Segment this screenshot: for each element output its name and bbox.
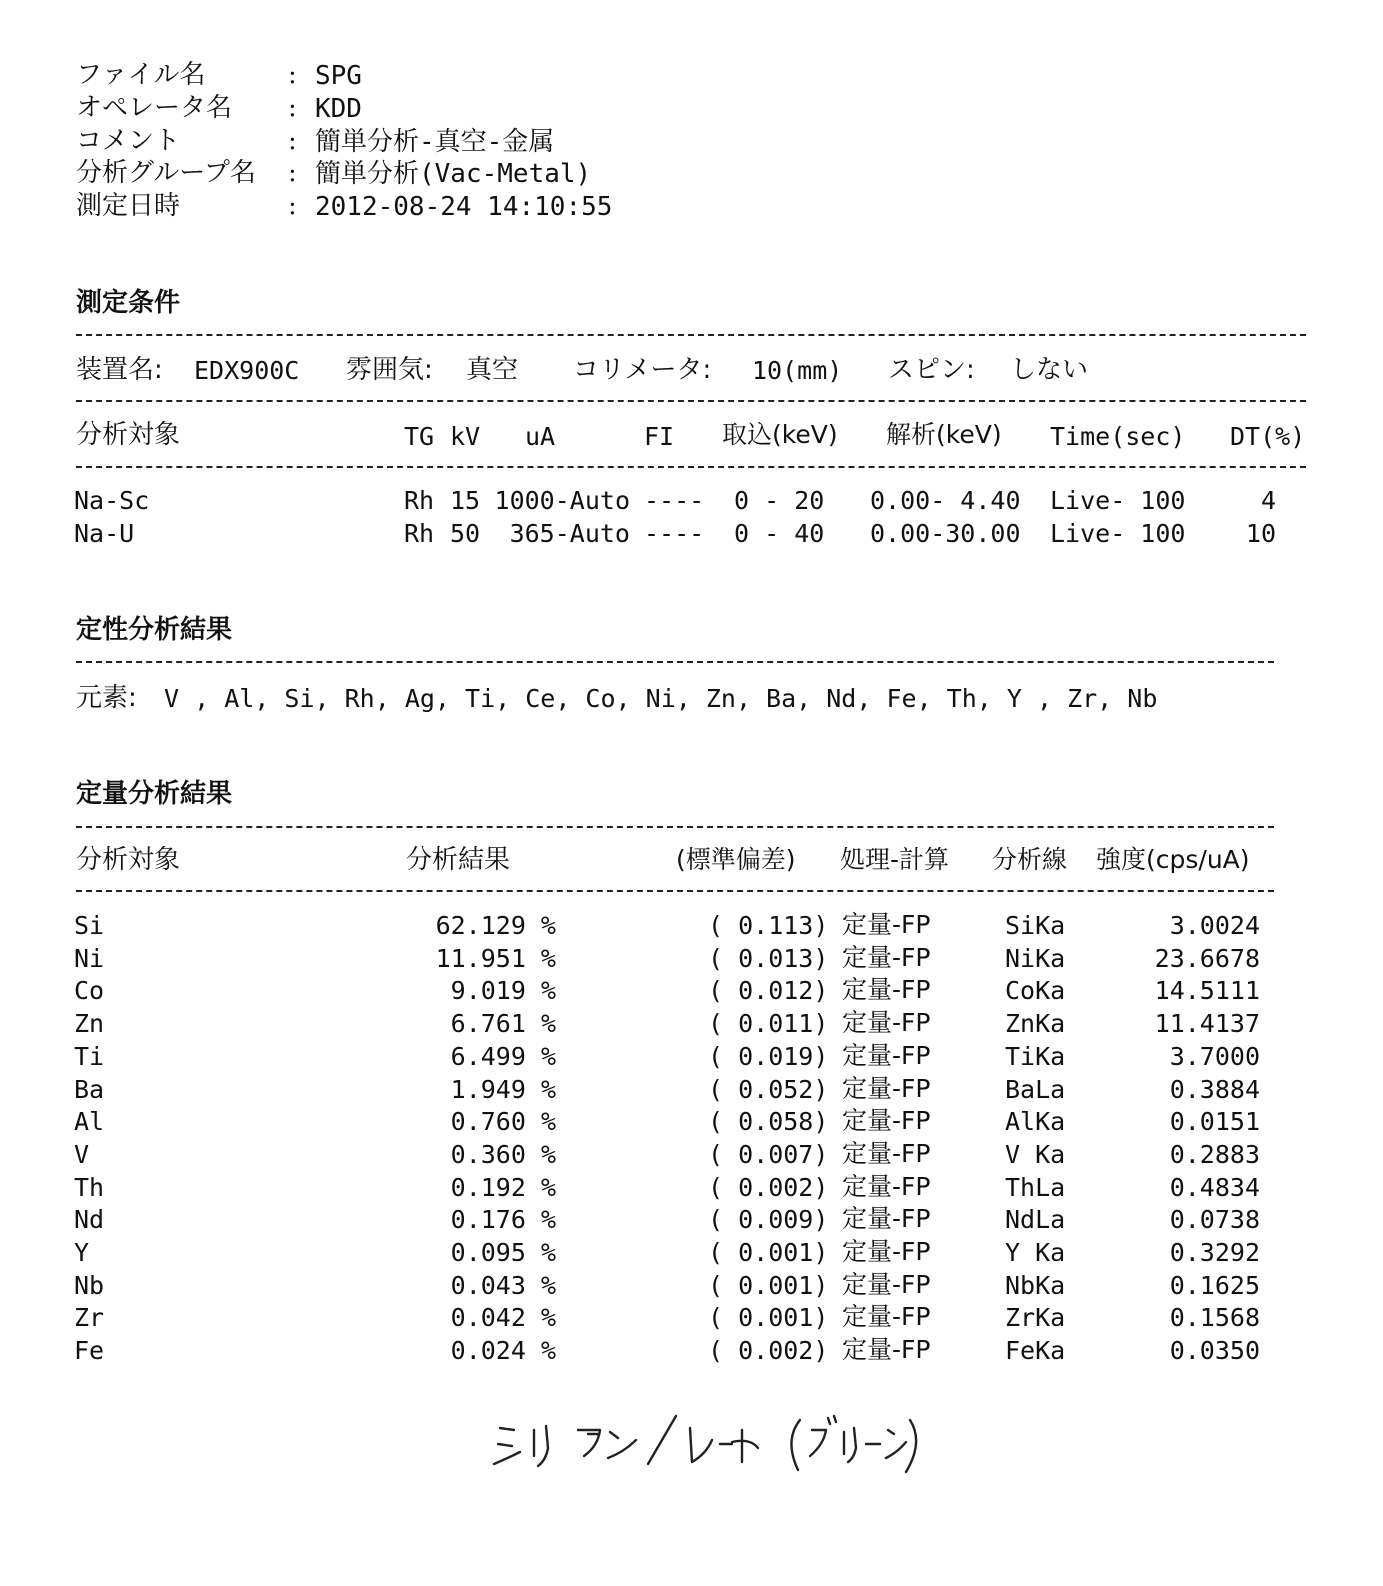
collimator-value: 10(mm) (752, 356, 843, 385)
quant-calc: 定量-FP (842, 1204, 931, 1234)
quant-result: 0.042 % (450, 1303, 556, 1333)
col-target: 分析対象 (76, 420, 181, 450)
quant-calc: 定量-FP (842, 1073, 931, 1103)
header-label: 測定日時 (76, 191, 181, 221)
quant-element: Al (74, 1107, 105, 1137)
quant-calc: 定量-FP (842, 975, 931, 1005)
divider (76, 661, 1274, 663)
header-label: ファイル名 (76, 60, 206, 90)
quant-line: BaLa (1005, 1074, 1066, 1104)
quant-element: V (74, 1139, 90, 1169)
quant-intensity: 0.4834 (1169, 1172, 1260, 1202)
header-colon: : (288, 158, 297, 188)
spin-label: スピン: (888, 355, 975, 385)
quant-sd: ( 0.012) (708, 976, 829, 1006)
quant-calc: 定量-FP (842, 1040, 931, 1070)
cond-analysis: 0.00- 4.40 (870, 486, 1021, 515)
cond-dt: 10 (1245, 519, 1276, 548)
cond-dt: 4 (1260, 486, 1276, 515)
header-value: 2012-08-24 14:10:55 (315, 192, 613, 222)
quant-calc: 定量-FP (842, 1008, 931, 1038)
cond-kv: 15 (450, 486, 481, 515)
quant-intensity: 14.5111 (1154, 976, 1260, 1006)
quant-line: FeKa (1005, 1336, 1066, 1366)
header-value: 簡単分析-真空-金属 (315, 127, 555, 157)
header-colon: : (288, 93, 297, 123)
quant-element: Ti (74, 1041, 105, 1071)
elements-label: 元素: (76, 683, 137, 713)
quant-intensity: 3.7000 (1169, 1041, 1260, 1071)
quant-sd: ( 0.002) (708, 1172, 829, 1202)
quant-calc: 定量-FP (842, 1171, 931, 1201)
quant-line: ThLa (1005, 1172, 1066, 1202)
header-label: オペレータ名 (76, 93, 233, 123)
quant-sd: ( 0.011) (708, 1009, 829, 1039)
quant-result: 6.499 % (450, 1041, 556, 1071)
device-label: 装置名: (76, 355, 163, 385)
cond-tg: Rh (404, 519, 435, 548)
atmosphere-value: 真空 (466, 355, 519, 385)
quant-calc: 定量-FP (842, 1138, 931, 1168)
col-fi: FI (644, 422, 675, 451)
quant-calc: 定量-FP (842, 1302, 931, 1332)
cond-time: Live- 100 (1050, 519, 1186, 548)
quant-sd: ( 0.052) (708, 1074, 829, 1104)
header-value: 簡単分析(Vac-Metal) (315, 159, 592, 189)
quant-line: V Ka (1005, 1139, 1066, 1169)
quant-result: 0.095 % (450, 1238, 556, 1267)
cond-fi: ---- (644, 519, 705, 548)
quant-sd: ( 0.009) (708, 1205, 829, 1235)
header-colon: : (288, 191, 297, 221)
quant-element: Th (74, 1172, 105, 1202)
quantitative-title: 定量分析結果 (76, 779, 233, 809)
col-analysis: 解析(keV) (886, 420, 1002, 449)
cond-acquire: 0 - 40 (734, 519, 825, 548)
quant-line: NdLa (1005, 1205, 1066, 1235)
quant-intensity: 0.1568 (1169, 1303, 1260, 1333)
cond-target: Na-Sc (74, 486, 150, 515)
cond-fi: ---- (644, 486, 705, 515)
spin-value: しない (1010, 355, 1089, 385)
quant-sd: ( 0.001) (708, 1303, 829, 1333)
header-value: SPG (315, 61, 362, 91)
q-col-calc: 処理-計算 (840, 845, 950, 874)
header-value: KDD (315, 94, 362, 124)
cond-acquire: 0 - 20 (734, 486, 825, 515)
quant-calc: 定量-FP (842, 1269, 931, 1299)
quant-result: 11.951 % (435, 943, 556, 973)
quant-result: 0.360 % (450, 1139, 556, 1169)
header-label: 分析グループ名 (76, 158, 256, 188)
quant-intensity: 0.0350 (1169, 1336, 1260, 1366)
col-acquire: 取込(keV) (722, 420, 838, 449)
quant-line: NbKa (1005, 1270, 1066, 1300)
divider (76, 334, 1306, 336)
col-time: Time(sec) (1050, 422, 1186, 451)
q-col-target: 分析対象 (76, 845, 181, 875)
cond-ua: 1000-Auto (494, 486, 630, 515)
cond-kv: 50 (450, 519, 481, 548)
quant-intensity: 0.2883 (1169, 1139, 1260, 1169)
divider (76, 890, 1274, 892)
quant-element: Zn (74, 1009, 105, 1039)
elements-list: V , Al, Si, Rh, Ag, Ti, Ce, Co, Ni, Zn, Ba, Nd, Fe, Th, Y , Zr, Nb (164, 684, 1158, 713)
col-ua: uA (525, 422, 556, 451)
quant-intensity: 11.4137 (1154, 1009, 1260, 1039)
quant-element: Ni (74, 943, 105, 973)
q-col-sd: (標準偏差) (676, 845, 796, 874)
quant-element: Nb (74, 1270, 105, 1300)
quant-result: 6.761 % (450, 1009, 556, 1039)
header-colon: : (288, 126, 297, 156)
quant-element: Ba (74, 1074, 105, 1104)
col-dt: DT(%) (1230, 422, 1306, 451)
quant-sd: ( 0.007) (708, 1139, 829, 1169)
device-value: EDX900C (194, 356, 300, 385)
quant-calc: 定量-FP (842, 1106, 931, 1136)
quant-sd: ( 0.013) (708, 943, 829, 973)
quant-line: SiKa (1005, 911, 1066, 940)
cond-analysis: 0.00-30.00 (870, 519, 1021, 548)
quant-sd: ( 0.113) (708, 911, 829, 940)
quant-intensity: 0.3884 (1169, 1074, 1260, 1104)
collimator-label: コリメータ: (573, 355, 712, 385)
quant-sd: ( 0.058) (708, 1107, 829, 1137)
quant-element: Si (74, 911, 105, 940)
quant-line: TiKa (1005, 1041, 1066, 1071)
cond-tg: Rh (404, 486, 435, 515)
quant-sd: ( 0.002) (708, 1336, 829, 1366)
quant-line: NiKa (1005, 943, 1066, 973)
quant-result: 0.176 % (450, 1205, 556, 1235)
q-col-result: 分析結果 (406, 845, 511, 875)
qualitative-title: 定性分析結果 (76, 615, 233, 645)
divider (76, 826, 1274, 828)
atmosphere-label: 雰囲気: (346, 355, 433, 385)
quant-result: 0.024 % (450, 1336, 556, 1366)
quant-result: 0.760 % (450, 1107, 556, 1137)
quant-intensity: 23.6678 (1154, 943, 1260, 973)
quant-intensity: 0.0738 (1169, 1205, 1260, 1235)
quant-line: AlKa (1005, 1107, 1066, 1137)
q-col-line: 分析線 (992, 845, 1068, 874)
cond-target: Na-U (74, 519, 135, 548)
quant-intensity: 3.0024 (1169, 911, 1260, 940)
quant-element: Nd (74, 1205, 105, 1235)
col-tg: TG (404, 422, 435, 451)
q-col-intensity: 強度(cps/uA) (1096, 845, 1250, 874)
quant-line: ZrKa (1005, 1303, 1066, 1333)
col-kv: kV (450, 422, 481, 451)
quant-line: ZnKa (1005, 1009, 1066, 1039)
quant-line: CoKa (1005, 976, 1066, 1006)
quant-calc: 定量-FP (842, 910, 931, 939)
quant-calc: 定量-FP (842, 1335, 931, 1365)
handwritten-note (480, 1400, 920, 1490)
quant-element: Y (74, 1238, 90, 1267)
quant-sd: ( 0.001) (708, 1238, 829, 1267)
cond-ua: 365-Auto (509, 519, 630, 548)
quant-intensity: 0.0151 (1169, 1107, 1260, 1137)
quant-intensity: 0.3292 (1169, 1238, 1260, 1267)
quant-sd: ( 0.001) (708, 1270, 829, 1300)
quant-result: 1.949 % (450, 1074, 556, 1104)
quant-result: 9.019 % (450, 976, 556, 1006)
quant-element: Fe (74, 1336, 105, 1366)
quant-result: 0.043 % (450, 1270, 556, 1300)
quant-sd: ( 0.019) (708, 1041, 829, 1071)
quant-element: Zr (74, 1303, 105, 1333)
quant-intensity: 0.1625 (1169, 1270, 1260, 1300)
divider (76, 400, 1306, 402)
quant-result: 62.129 % (435, 911, 556, 940)
quant-result: 0.192 % (450, 1172, 556, 1202)
quant-calc: 定量-FP (842, 1237, 931, 1266)
header-colon: : (288, 60, 297, 90)
conditions-title: 測定条件 (76, 288, 181, 318)
quant-element: Co (74, 976, 105, 1006)
divider (76, 466, 1306, 468)
cond-time: Live- 100 (1050, 486, 1186, 515)
quant-line: Y Ka (1005, 1238, 1066, 1267)
header-label: コメント (76, 126, 181, 156)
quant-calc: 定量-FP (842, 942, 931, 972)
